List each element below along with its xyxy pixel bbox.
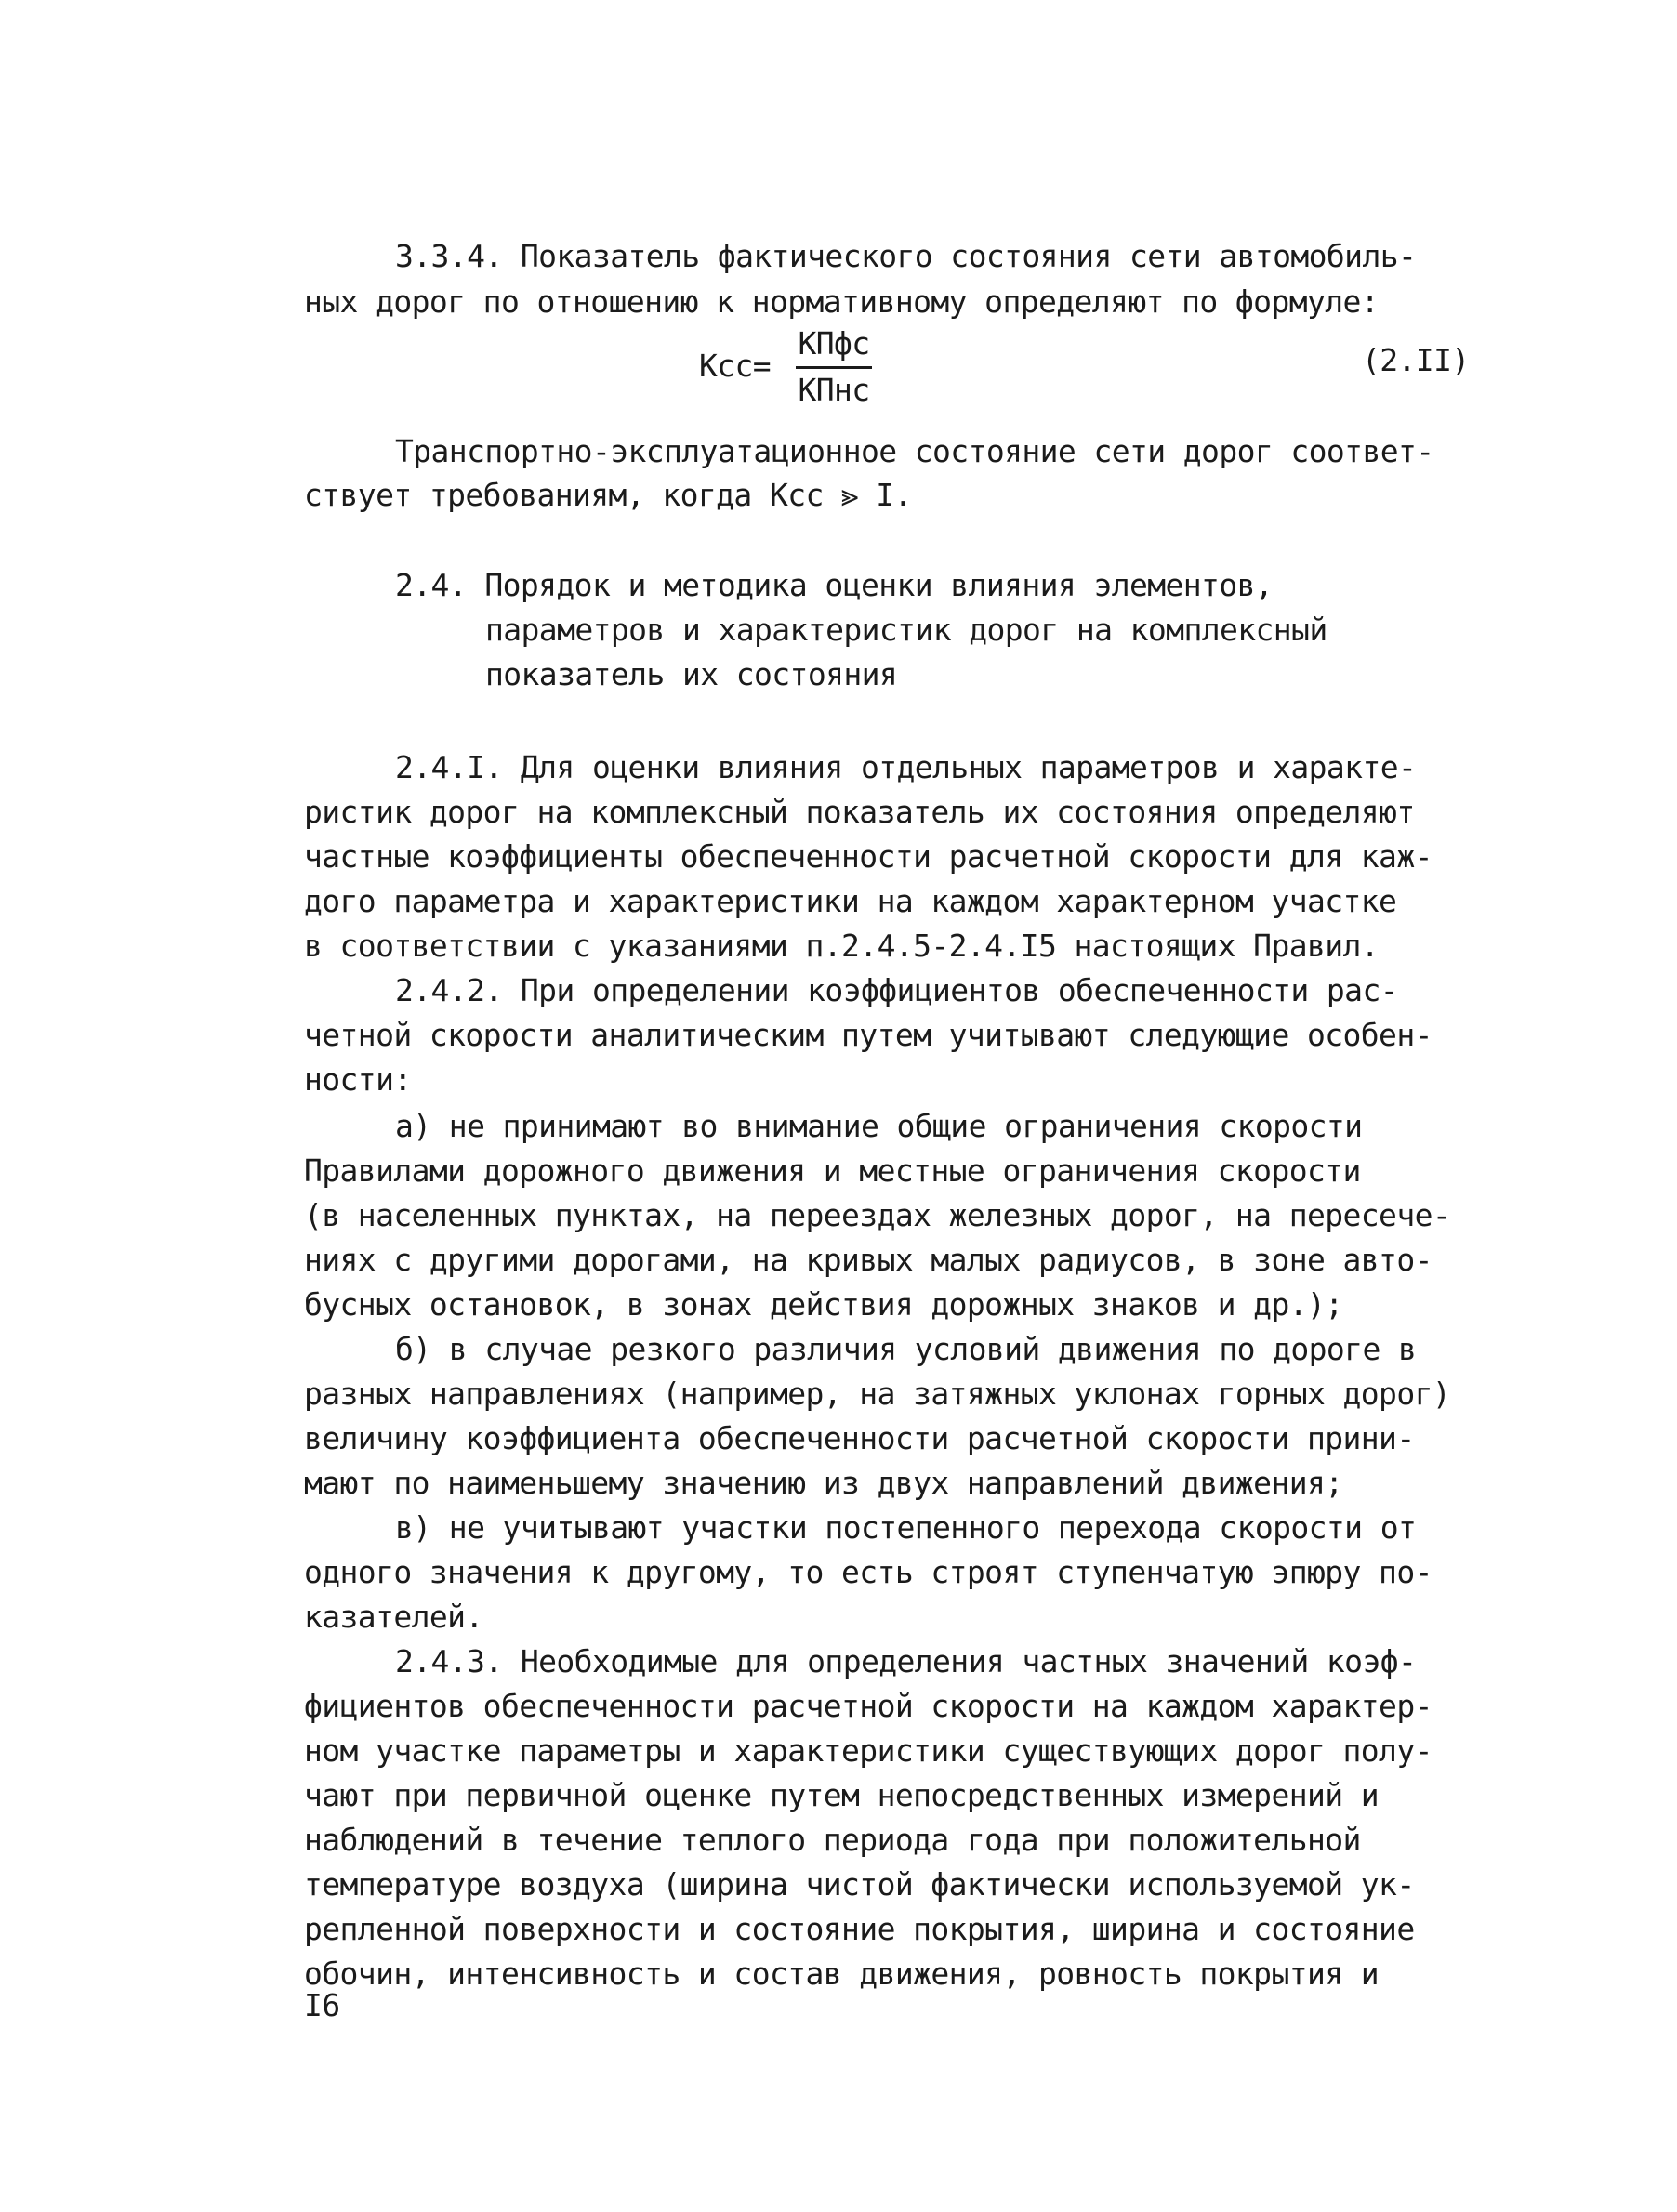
item-b-line-2: разных направлениях (например, на затяжных уклонах горных дорог) <box>304 1376 1451 1412</box>
fraction-bar <box>796 366 872 369</box>
section-241-line-3: частные коэффициенты обеспеченности расчетной скорости для каж- <box>304 838 1433 875</box>
section-241-line-4: дого параметра и характеристики на каждом характерном участке <box>304 883 1397 919</box>
state-paragraph-line-1: Транспортно-эксплуатационное состояние сети дорог соответ- <box>395 433 1434 469</box>
formula-lhs: Ксс= <box>699 348 772 384</box>
section-241-line-2: ристик дорог на комплексный показатель их состояния определяют <box>304 794 1415 830</box>
item-v-line-2: одного значения к другому, то есть строят ступенчатую эпюру по- <box>304 1554 1433 1590</box>
item-a-line-1: а) не принимают во внимание общие ограничения скорости <box>395 1108 1363 1144</box>
section-241-line-5: в соответствии с указаниями п.2.4.5-2.4.I5 настоящих Правил. <box>304 928 1380 964</box>
section-243-line-1: 2.4.3. Необходимые для определения частных значений коэф- <box>395 1643 1417 1679</box>
formula-numerator: КПфс <box>798 325 870 362</box>
section-243-line-2: фициентов обеспеченности расчетной скорости на каждом характер- <box>304 1688 1433 1724</box>
section-334-line-2: ных дорог по отношению к нормативному определяют по формуле: <box>304 283 1380 320</box>
state-paragraph-line-2: ствует требованиям, когда Ксс ⪢ I. <box>304 477 912 513</box>
section-242-line-1: 2.4.2. При определении коэффициентов обеспеченности рас- <box>395 972 1398 1008</box>
heading-24-line-3: показатель их состояния <box>485 656 898 692</box>
item-b-line-4: мают по наименьшему значению из двух направлений движения; <box>304 1465 1343 1501</box>
item-b-line-3: величину коэффициента обеспеченности расчетной скорости прини- <box>304 1420 1415 1456</box>
section-241-line-1: 2.4.I. Для оценки влияния отдельных параметров и характе- <box>395 749 1417 785</box>
item-a-line-3: (в населенных пунктах, на переездах железных дорог, на пересече- <box>304 1197 1451 1233</box>
formula-fraction <box>792 325 876 418</box>
heading-24-line-1: 2.4. Порядок и методика оценки влияния элементов, <box>395 567 1274 603</box>
section-243-line-7: репленной поверхности и состояние покрытия, ширина и состояние <box>304 1911 1415 1947</box>
item-v-line-1: в) не учитывают участки постепенного перехода скорости от <box>395 1509 1417 1546</box>
section-334-line-1: 3.3.4. Показатель фактического состояния сети автомобиль- <box>395 238 1417 274</box>
section-242-line-3: ности: <box>304 1061 412 1098</box>
item-a-line-4: ниях с другими дорогами, на кривых малых радиусов, в зоне авто- <box>304 1242 1433 1278</box>
section-242-line-2: четной скорости аналитическим путем учитывают следующие особен- <box>304 1017 1433 1053</box>
item-b-line-1: б) в случае резкого различия условий движения по дороге в <box>395 1331 1417 1367</box>
formula-number: (2.II) <box>1362 342 1470 378</box>
item-v-line-3: казателей. <box>304 1599 483 1635</box>
formula-denominator: КПнс <box>798 372 870 408</box>
item-a-line-5: бусных остановок, в зонах действия дорожных знаков и др.); <box>304 1286 1343 1323</box>
section-243-line-8: обочин, интенсивность и состав движения, ровность покрытия и <box>304 1955 1380 1992</box>
item-a-line-2: Правилами дорожного движения и местные ограничения скорости <box>304 1152 1361 1189</box>
section-243-line-3: ном участке параметры и характеристики существующих дорог полу- <box>304 1732 1433 1769</box>
section-243-line-6: температуре воздуха (ширина чистой фактически используемой ук- <box>304 1866 1415 1903</box>
heading-24-line-2: параметров и характеристик дорог на комплексный <box>485 612 1327 648</box>
section-243-line-4: чают при первичной оценке путем непосредственных измерений и <box>304 1777 1380 1813</box>
page-number: I6 <box>304 1987 340 2023</box>
section-243-line-5: наблюдений в течение теплого периода года при положительной <box>304 1822 1361 1858</box>
